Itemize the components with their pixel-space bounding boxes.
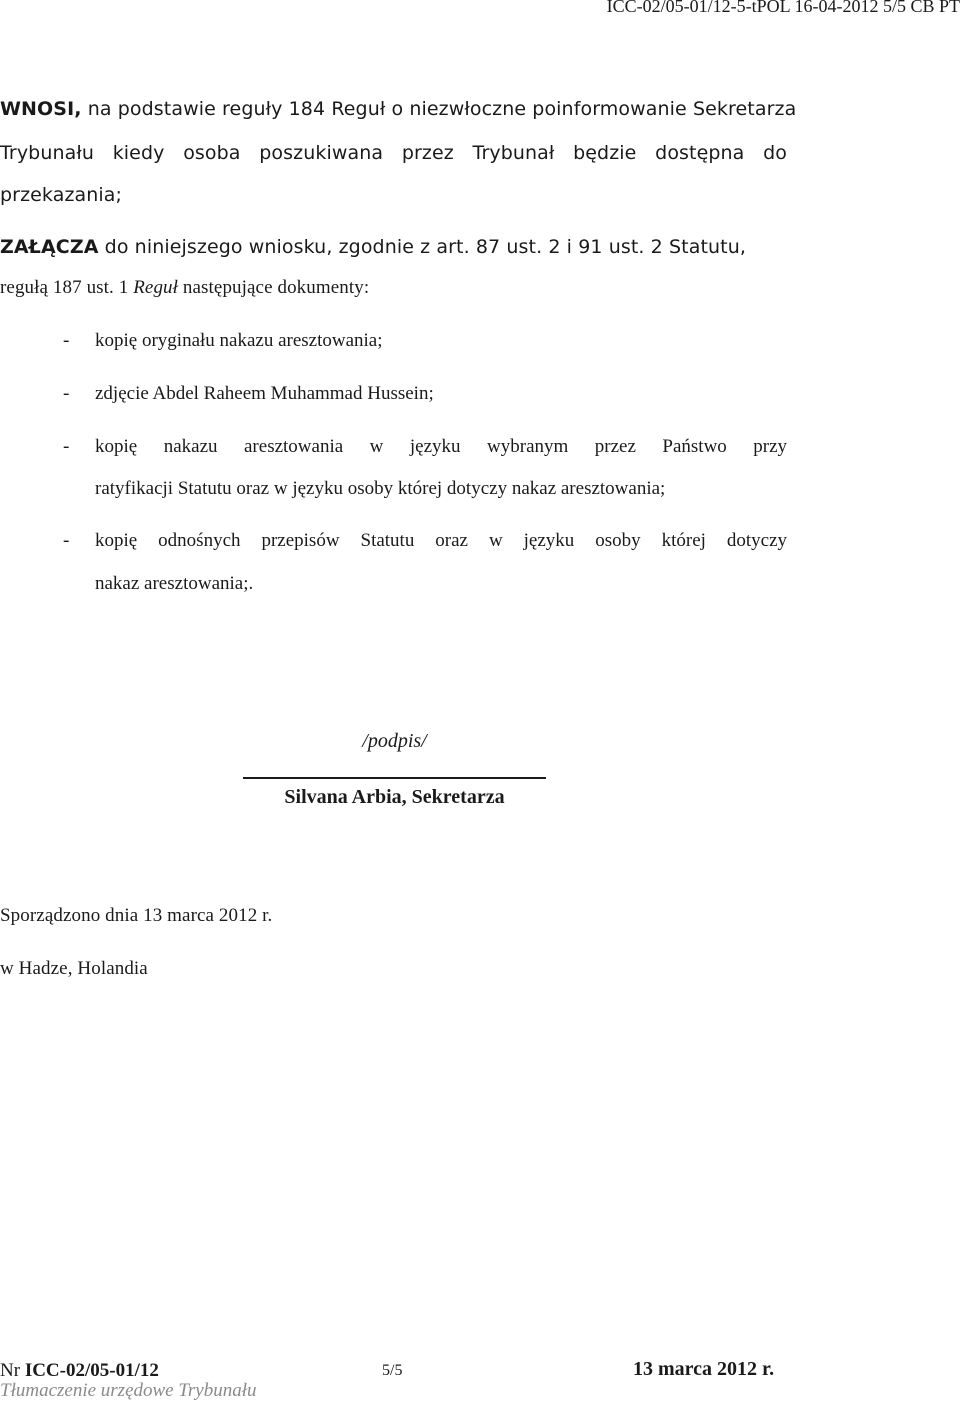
list-item-continuation: nakaz aresztowania;. — [95, 573, 254, 594]
word: przez — [594, 436, 636, 457]
footer-translation-note: Tłumaczenie urzędowe Trybunału — [0, 1380, 257, 1401]
place: w Hadze, Holandia — [0, 958, 148, 979]
word: będzie — [573, 142, 637, 164]
wnosi-lead: WNOSI, — [0, 98, 82, 120]
word: której — [661, 530, 706, 551]
zalacza-lead: ZAŁĄCZA — [0, 236, 99, 258]
paragraph-wnosi-line-2 — [0, 142, 787, 164]
word: w — [488, 530, 503, 551]
list-item-continuation: ratyfikacji Statutu oraz w języku osoby której dotyczy nakaz aresztowania; — [95, 478, 666, 499]
word: języku — [409, 436, 461, 457]
word: wybranym — [487, 436, 569, 457]
list-item — [95, 436, 787, 458]
footer-date: 13 marca 2012 r. — [633, 1358, 775, 1380]
footer-page-number: 5/5 — [382, 1362, 403, 1379]
word: Trybunał — [472, 142, 555, 164]
word: języku — [523, 530, 575, 551]
signature-line — [243, 777, 546, 779]
zalacza-line-2-italic: Reguł — [133, 277, 179, 298]
paragraph-wnosi-line-3: przekazania; — [0, 184, 123, 206]
word: dotyczy — [726, 530, 788, 551]
zalacza-line-2-end: następujące dokumenty: — [182, 277, 370, 298]
word: oraz — [435, 530, 468, 551]
word: Trybunału — [0, 142, 94, 164]
zalacza-line-2-start: regułą 187 ust. 1 — [0, 277, 129, 298]
word: w — [369, 436, 384, 457]
footer-nr-value: ICC-02/05-01/12 — [24, 1360, 159, 1381]
word: nakazu — [163, 436, 218, 457]
word: osoby — [595, 530, 641, 551]
word: aresztowania — [244, 436, 344, 457]
word: kopię — [95, 530, 138, 551]
footer-nr-prefix: Nr — [0, 1360, 21, 1381]
wnosi-line-1-rest: na podstawie reguły 184 Reguł o niezwłoczne poinformowanie Sekretarza — [87, 98, 797, 120]
word: do — [763, 142, 788, 164]
word: przepisów — [261, 530, 340, 551]
paragraph-zalacza-line-2 — [0, 277, 369, 299]
list-item: kopię oryginału nakazu aresztowania; — [95, 330, 383, 351]
paragraph-wnosi-line-1 — [0, 98, 796, 120]
bullet-dash: - — [63, 383, 70, 404]
list-item — [95, 530, 787, 552]
zalacza-line-1-rest: do niniejszego wniosku, zgodnie z art. 87 ust. 2 i 91 ust. 2 Statutu, — [104, 236, 746, 258]
list-item: zdjęcie Abdel Raheem Muhammad Hussein; — [95, 383, 434, 404]
word: dostępna — [655, 142, 745, 164]
bullet-dash: - — [63, 530, 70, 551]
word: przez — [401, 142, 454, 164]
word: kopię — [95, 436, 138, 457]
signer-name: Silvana Arbia, Sekretarza — [284, 786, 505, 808]
word: poszukiwana — [259, 142, 384, 164]
word: osoba — [183, 142, 241, 164]
paragraph-zalacza-line-1 — [0, 236, 746, 258]
word: Statutu — [360, 530, 415, 551]
signature-note: /podpis/ — [362, 730, 427, 752]
word: odnośnych — [158, 530, 241, 551]
header-reference: ICC-02/05-01/12-5-tPOL 16-04-2012 5/5 CB PT — [606, 0, 960, 16]
made-on-date: Sporządzono dnia 13 marca 2012 r. — [0, 905, 273, 926]
word: kiedy — [112, 142, 165, 164]
footer-document-number — [0, 1360, 159, 1382]
word: przy — [753, 436, 788, 457]
bullet-dash: - — [63, 330, 70, 351]
word: Państwo — [662, 436, 727, 457]
bullet-dash: - — [63, 436, 70, 457]
